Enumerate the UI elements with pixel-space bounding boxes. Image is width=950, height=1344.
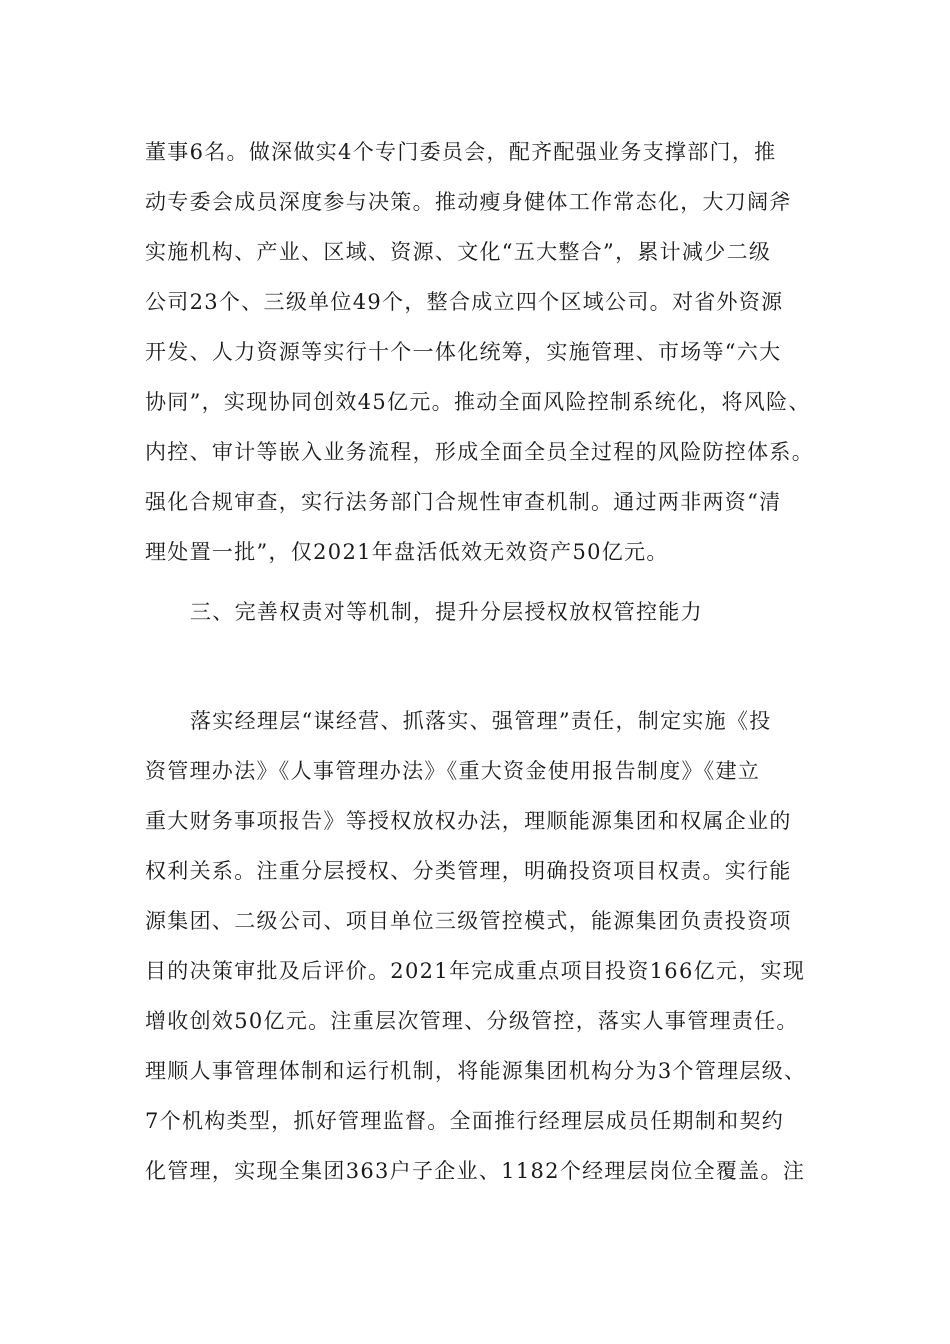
paragraph-1-line: 协同”，实现协同创效45亿元。推动全面风险控制系统化，将风险、: [145, 390, 811, 414]
paragraph-1-line: 公司23个、三级单位49个，整合成立四个区域公司。对省外资源: [145, 290, 784, 314]
paragraph-2-line: 源集团、二级公司、项目单位三级管控模式，能源集团负责投资项: [145, 909, 792, 933]
paragraph-2-line: 目的决策审批及后评价。2021年完成重点项目投资166亿元，实现: [145, 959, 806, 983]
paragraph-2-line: 资管理办法》《人事管理办法》《重大资金使用报告制度》《建立: [145, 759, 761, 783]
paragraph-1-line: 内控、审计等嵌入业务流程，形成全面全员全过程的风险防控体系。: [145, 440, 814, 464]
paragraph-2-line: 理顺人事管理体制和运行机制，将能源集团机构分为3个管理层级、: [145, 1059, 807, 1083]
paragraph-1-line: 强化合规审查，实行法务部门合规性审查机制。通过两非两资“清: [145, 490, 782, 514]
section-heading: 三、完善权责对等机制，提升分层授权放权管控能力: [190, 600, 703, 624]
paragraph-1-line: 开发、人力资源等实行十个一体化统筹，实施管理、市场等“六大: [145, 340, 782, 364]
paragraph-1-line: 实施机构、产业、区域、资源、文化“五大整合”，累计减少二级: [145, 240, 772, 264]
paragraph-1-line: 董事6名。做深做实4个专门委员会，配齐配强业务支撑部门，推: [145, 140, 777, 164]
paragraph-2-line: 落实经理层“谋经营、抓落实、强管理”责任，制定实施《投: [190, 709, 772, 733]
paragraph-1-line: 理处置一批”，仅2021年盘活低效无效资产50亿元。: [145, 540, 669, 564]
paragraph-2-line: 7个机构类型，抓好管理监督。全面推行经理层成员任期制和契约: [145, 1109, 785, 1133]
paragraph-2-line: 权利关系。注重分层授权、分类管理，明确投资项目权责。实行能: [145, 859, 792, 883]
paragraph-2-line: 化管理，实现全集团363户子企业、1182个经理层岗位全覆盖。注: [145, 1159, 806, 1183]
paragraph-2-line: 重大财务事项报告》等授权放权办法，理顺能源集团和权属企业的: [145, 809, 792, 833]
paragraph-2-line: 增收创效50亿元。注重层次管理、分级管控，落实人事管理责任。: [145, 1009, 799, 1033]
paragraph-1-line: 动专委会成员深度参与决策。推动瘦身健体工作常态化，大刀阔斧: [145, 190, 792, 214]
